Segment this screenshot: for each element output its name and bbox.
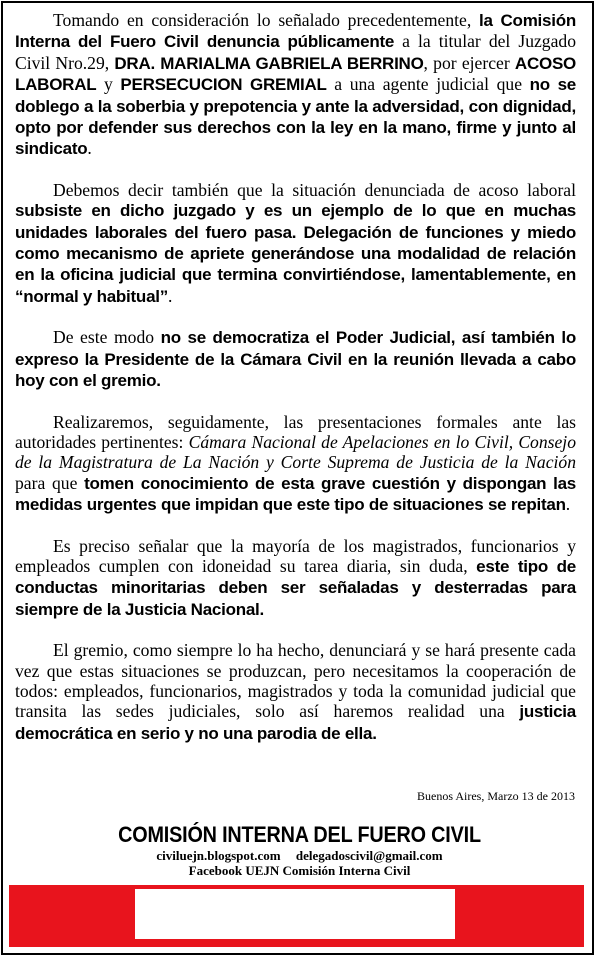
text-run: . bbox=[168, 285, 173, 306]
bold-run: la Comisión Interna del Fuero Civil denuncia públicamente bbox=[15, 11, 576, 52]
text-run: para que bbox=[15, 472, 85, 493]
text-run: , por ejercer bbox=[423, 52, 515, 73]
dateline: Buenos Aires, Marzo 13 de 2013 bbox=[417, 789, 575, 803]
bold-run: DRA. MARIALMA GABRIELA BERRINO bbox=[114, 53, 424, 73]
text-run: Debemos decir también que la situación denunciada de acoso laboral bbox=[53, 179, 576, 200]
bold-run: este tipo de conductas minoritarias deben ser señaladas y desterradas para siempre de la Justicia Nacional. bbox=[15, 556, 576, 619]
paragraph-1 bbox=[15, 10, 576, 160]
bold-run: no se democratiza el Poder Judicial, así también lo expreso la Presidente de la Cámara Civil en la reunión llevada a cabo hoy con el gremio. bbox=[15, 328, 577, 391]
text-run: De este modo bbox=[53, 327, 161, 348]
text-run: y bbox=[96, 74, 121, 95]
bold-run: no se doblego a la soberbia y prepotencia y ante la adversidad, con dignidad, opto por defender sus derechos con la ley en la mano, firme y junto al sindicato bbox=[15, 75, 577, 159]
text-run: . bbox=[565, 494, 571, 515]
bold-run: justicia democrática en serio y no una parodia de ella. bbox=[15, 702, 576, 743]
paragraph-6 bbox=[15, 640, 576, 744]
bold-run: tomen conocimiento de esta grave cuestión y dispongan las medidas urgentes que impidan que este tipo de situaciones se repitan bbox=[15, 473, 576, 515]
footer-contacts bbox=[0, 848, 599, 864]
text-run: Realizaremos, seguidamente, las presentaciones formales ante las autoridades pertinentes: bbox=[15, 411, 576, 452]
text-run: El gremio, como siempre lo ha hecho, denunciará y se hará presente cada vez que estas situaciones se produzcan, pero necesitamos la cooperación de todos: empleados, funcionarios, magistrados y toda la comunidad judicial que transita las sedes judiciales, solo así haremos realidad una bbox=[15, 640, 576, 722]
text-run: Es preciso señalar que la mayoría de los magistrados, funcionarios y empleados cumplen con idoneidad su tarea diaria, sin duda, bbox=[15, 535, 576, 576]
bold-run: PERSECUCION GREMIAL bbox=[120, 75, 327, 95]
text-run: a la titular del Juzgado Civil Nro.29, bbox=[15, 31, 576, 73]
banner-subtitle: JUDICIALES bbox=[226, 916, 367, 941]
facebook-line: Facebook UEJN Comisión Interna Civil bbox=[188, 863, 411, 878]
text-run: Tomando en consideración lo señalado precedentemente, bbox=[53, 10, 479, 30]
paragraph-2 bbox=[15, 180, 576, 307]
uejn-banner bbox=[9, 885, 584, 947]
text-run: . bbox=[87, 138, 92, 159]
bold-run: ACOSO LABORAL bbox=[15, 53, 577, 95]
paragraph-5 bbox=[15, 536, 576, 621]
blog-link[interactable]: civiluejn.blogspot.com bbox=[156, 848, 281, 863]
banner-title: UEJN bbox=[255, 886, 338, 916]
footer-title: COMISIÓN INTERNA DEL FUERO CIVIL bbox=[118, 822, 481, 847]
paragraph-4 bbox=[15, 412, 576, 516]
document-body bbox=[15, 10, 576, 764]
italic-run: Cámara Nacional de Apelaciones en lo Civil, Consejo de la Magistratura de La Nación y Corte Suprema de Justicia de la Nación bbox=[15, 431, 576, 473]
text-run: a una agente judicial que bbox=[326, 74, 530, 95]
paragraph-3 bbox=[15, 327, 576, 391]
bold-run: subsiste en dicho juzgado y es un ejemplo de lo que en muchas unidades laborales del fuero pasa. Delegación de funciones y miedo como mecanismo de apriete generándose una modalidad de relación en la oficina judicial que termina convirtiéndose, lamentablemente, en “normal y habitual” bbox=[15, 201, 576, 306]
email-link[interactable]: delegadoscivil@gmail.com bbox=[295, 848, 443, 863]
